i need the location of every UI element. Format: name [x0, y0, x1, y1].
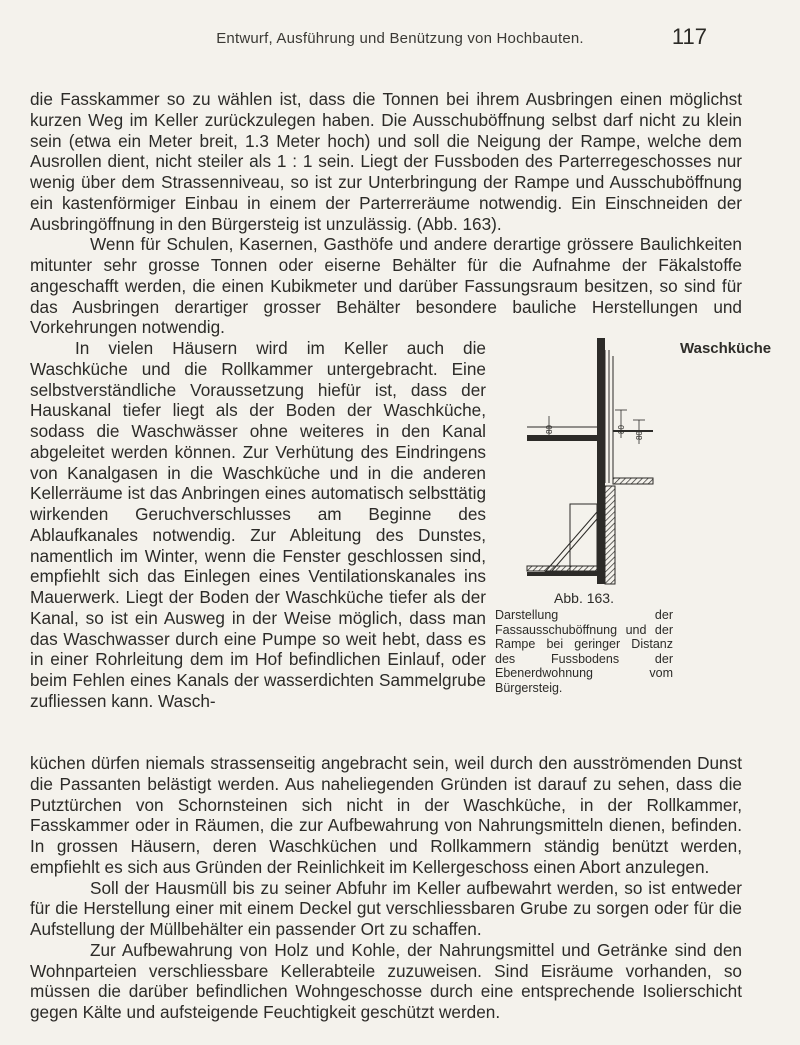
door-opening	[605, 350, 613, 483]
paragraph-hausmuell: Soll der Hausmüll bis zu seiner Abfuhr im Keller aufbewahrt werden, so ist entweder für die Herstellung einer mit einem Deckel gut verschliessbaren Grube zu sorgen oder für die Aufstellung der Müllbehälter ein passender Ort zu schaffen.	[30, 877, 742, 939]
rampe-diagram	[505, 338, 655, 588]
sidewalk	[613, 478, 653, 484]
paragraph-aufbewahrung: Zur Aufbewahrung von Holz und Kohle, der Nahrungsmittel und Getränke sind den Wohnparteien verschliessbare Kellerabteile zuzuweisen. Sind Eisräume vorhanden, so müssen die darüber befindlichen Wohngeschosse durch eine entsprechende Isolierschicht gegen Kälte und aufsteigende Feuchtigkeit geschützt werden.	[30, 939, 742, 1022]
page-number: 117	[671, 24, 707, 49]
ramp	[545, 504, 597, 572]
paragraph-fasskammer: die Fasskammer so zu wählen ist, dass die Tonnen bei ihrem Ausbringen einen möglichst kurzen Weg im Keller zurückzulegen haben. Die Ausschuböffnung selbst darf nicht zu klein sein (etwa ein Meter breit, 1.3 Meter hoch) und soll die Neigung der Rampe, welche dem Ausrollen dient, nicht steiler als 1 : 1 sein. Liegt der Fussboden des Parterregeschosses nur wenig über dem Strassenniveau, so ist zur Unterbringung der Rampe und Ausschuböffnung ein kastenförmiger Einbau in einem der Parterreräume notwendig. Ein Einschneiden der Ausbringöffnung in den Bürgersteig ist unzulässig. (Abb. 163).	[30, 89, 742, 234]
running-header: Entwurf, Ausführung und Benützung von Hochbauten.	[216, 30, 584, 47]
marginal-note: Waschküche	[680, 340, 772, 357]
dimension-label: 80	[635, 431, 644, 440]
ground-line	[527, 566, 597, 576]
wall-section	[597, 338, 615, 584]
paragraph-waschkueche: In vielen Häusern wird im Keller auch die Waschküche und die Rollkammer untergebracht. Eine selbstverständliche Voraussetzung hiefür ist, dass der Hauskanal tiefer liegt als der Boden der Waschküche, sodass die Waschwässer ohne weiteres in den Kanal abgeleitet werden können. Zur Verhütung des Eindringens von Kanalgasen in die Waschküche und in die anderen Kellerräume ist das Anbringen eines automatisch selbsttätig wirkenden Geruchverschlusses am Beginne des Ablaufkanales notwendig. Zur Ableitung des Dunstes, namentlich im Winter, wenn die Fenster geschlossen sind, empfiehlt sich das Einlegen eines Ventilationskanales ins Mauerwerk. Liegt der Boden der Waschküche tiefer als der Kanal, so ist ein Ausweg in der Weise möglich, dass man das Waschwasser durch eine Pumpe so weit hebt, dass es in einer Rohrleitung dem im Hof befindlichen Einlauf, oder beim Fehlen eines Kanals der wasserdichten Sammelgrube zufliessen kann. Wasch-	[30, 338, 486, 711]
figure-163	[495, 338, 673, 698]
text-block-column	[30, 338, 486, 712]
paragraph-grosse-behaelter: Wenn für Schulen, Kasernen, Gasthöfe und andere derartige grössere Baulichkeiten mitunter sehr grosse Tonnen oder eiserne Behälter für die Aufnahme der Fäkalstoffe angeschafft werden, die einen Kubikmeter und darüber Fassungsraum besitzen, so sind für das Ausbringen derartiger grosser Behälter besondere bauliche Herstellungen und Vorkehrungen notwendig.	[30, 234, 742, 338]
dimension-label: 80	[617, 425, 626, 434]
dimension-label: 80	[545, 425, 554, 434]
text-block-bottom	[30, 753, 742, 1023]
figure-label: Abb. 163.	[554, 590, 614, 606]
figure-caption: Darstellung der Fassausschuböffnung und der Rampe bei geringer Distanz des Fussbodens der Ebenerdwohnung vom Bürgersteig.	[495, 608, 673, 695]
paragraph-waschkueche-continued: küchen dürfen niemals strassenseitig angebracht sein, weil durch den ausströmenden Dunst die Passanten belästigt werden. Aus naheliegenden Gründen ist darauf zu sehen, dass die Putztürchen von Schornsteinen sich nicht in der Waschküche, in der Rollkammer, Fasskammer oder in Räumen, die zur Aufbewahrung von Nahrungsmitteln dienen, befinden. In grossen Häusern, deren Waschküchen und Rollkammern ständig benützt werden, empfiehlt es sich aus Gründen der Reinlichkeit im Kellergeschoss einen Abort anzulegen.	[30, 753, 742, 877]
text-block-top	[30, 89, 742, 338]
